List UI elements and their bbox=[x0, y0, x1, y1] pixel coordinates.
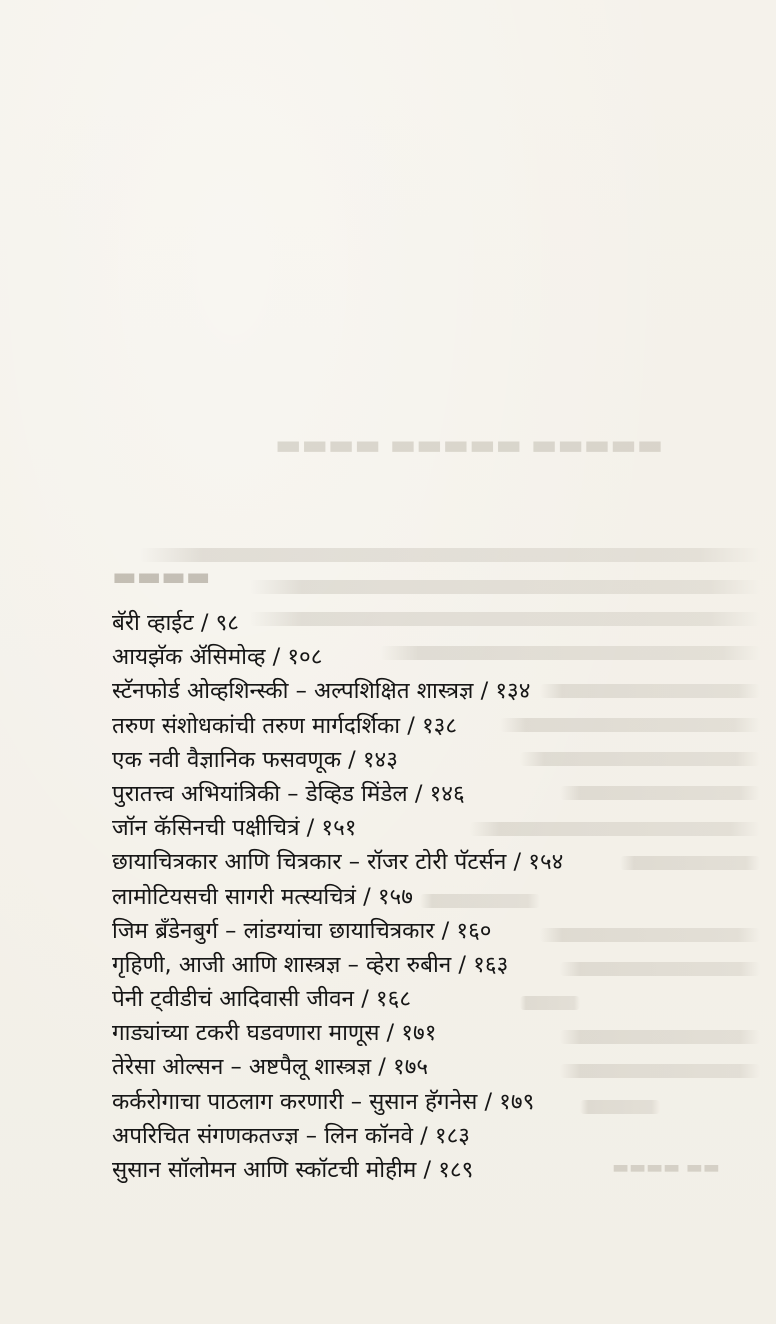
toc-entry: एक नवी वैज्ञानिक फसवणूक / १४३ bbox=[112, 746, 398, 773]
toc-entry: स्टॅनफोर्ड ओव्हशिन्स्की – अल्पशिक्षित शास्त्रज्ञ / १३४ bbox=[112, 678, 531, 705]
bleed-through-line bbox=[540, 928, 760, 942]
toc-entry: आयझॅक ॲसिमोव्ह / १०८ bbox=[112, 644, 323, 671]
bleed-through-line bbox=[580, 1100, 660, 1114]
toc-entry: गाड्यांच्या टकरी घडवणारा माणूस / १७१ bbox=[112, 1020, 437, 1047]
table-of-contents bbox=[112, 606, 563, 1187]
bleed-through-line bbox=[140, 548, 760, 562]
toc-entry: अपरिचित संगणकतज्ज्ञ – लिन कॉनवे / १८३ bbox=[112, 1122, 471, 1149]
toc-entry: लामोटियसची सागरी मत्स्यचित्रं / १५७ bbox=[112, 883, 413, 910]
toc-entry: जॉन कॅसिनची पक्षीचित्रं / १५१ bbox=[112, 815, 357, 842]
bleed-through-line bbox=[250, 580, 760, 594]
bleed-through-line bbox=[560, 1064, 760, 1078]
bleed-through-line bbox=[560, 786, 760, 800]
toc-entry: पेनी ट्वीडीचं आदिवासी जीवन / १६८ bbox=[112, 986, 412, 1013]
toc-entry: कर्करोगाचा पाठलाग करणारी – सुसान हॅगनेस / १७९ bbox=[112, 1088, 535, 1115]
bleed-through-line bbox=[560, 1030, 760, 1044]
bleed-through-line bbox=[620, 856, 760, 870]
toc-entry: गृहिणी, आजी आणि शास्त्रज्ञ – व्हेरा रुबीन / १६३ bbox=[112, 951, 509, 978]
bleed-through-line bbox=[540, 684, 760, 698]
toc-entry: बॅरी व्हाईट / ९८ bbox=[112, 610, 239, 636]
bleed-through-label: ▬▬▬▬ bbox=[112, 562, 211, 592]
toc-entry: पुरातत्त्व अभियांत्रिकी – डेव्हिड मिंडेल / १४६ bbox=[112, 780, 465, 807]
toc-entry: तरुण संशोधकांची तरुण मार्गदर्शिका / १३८ bbox=[112, 712, 458, 739]
bleed-through-line bbox=[560, 962, 760, 976]
toc-entry: सुसान सॉलोमन आणि स्कॉटची मोहीम / १८९ bbox=[112, 1157, 474, 1183]
toc-entry: जिम ब्रॅंडेनबुर्ग – लांडग्यांचा छायाचित्रकार / १६० bbox=[112, 917, 492, 944]
bleed-through-signature: ▬▬▬▬ ▬▬ bbox=[612, 1157, 720, 1178]
toc-entry: छायाचित्रकार आणि चित्रकार – रॉजर टोरी पॅटर्सन / १५४ bbox=[112, 849, 564, 876]
toc-entry: तेरेसा ओल्सन – अष्टपैलू शास्त्रज्ञ / १७५ bbox=[112, 1054, 429, 1081]
bleed-through-heading: ▬▬▬▬ ▬▬▬▬▬ ▬▬▬▬▬ bbox=[275, 428, 664, 461]
